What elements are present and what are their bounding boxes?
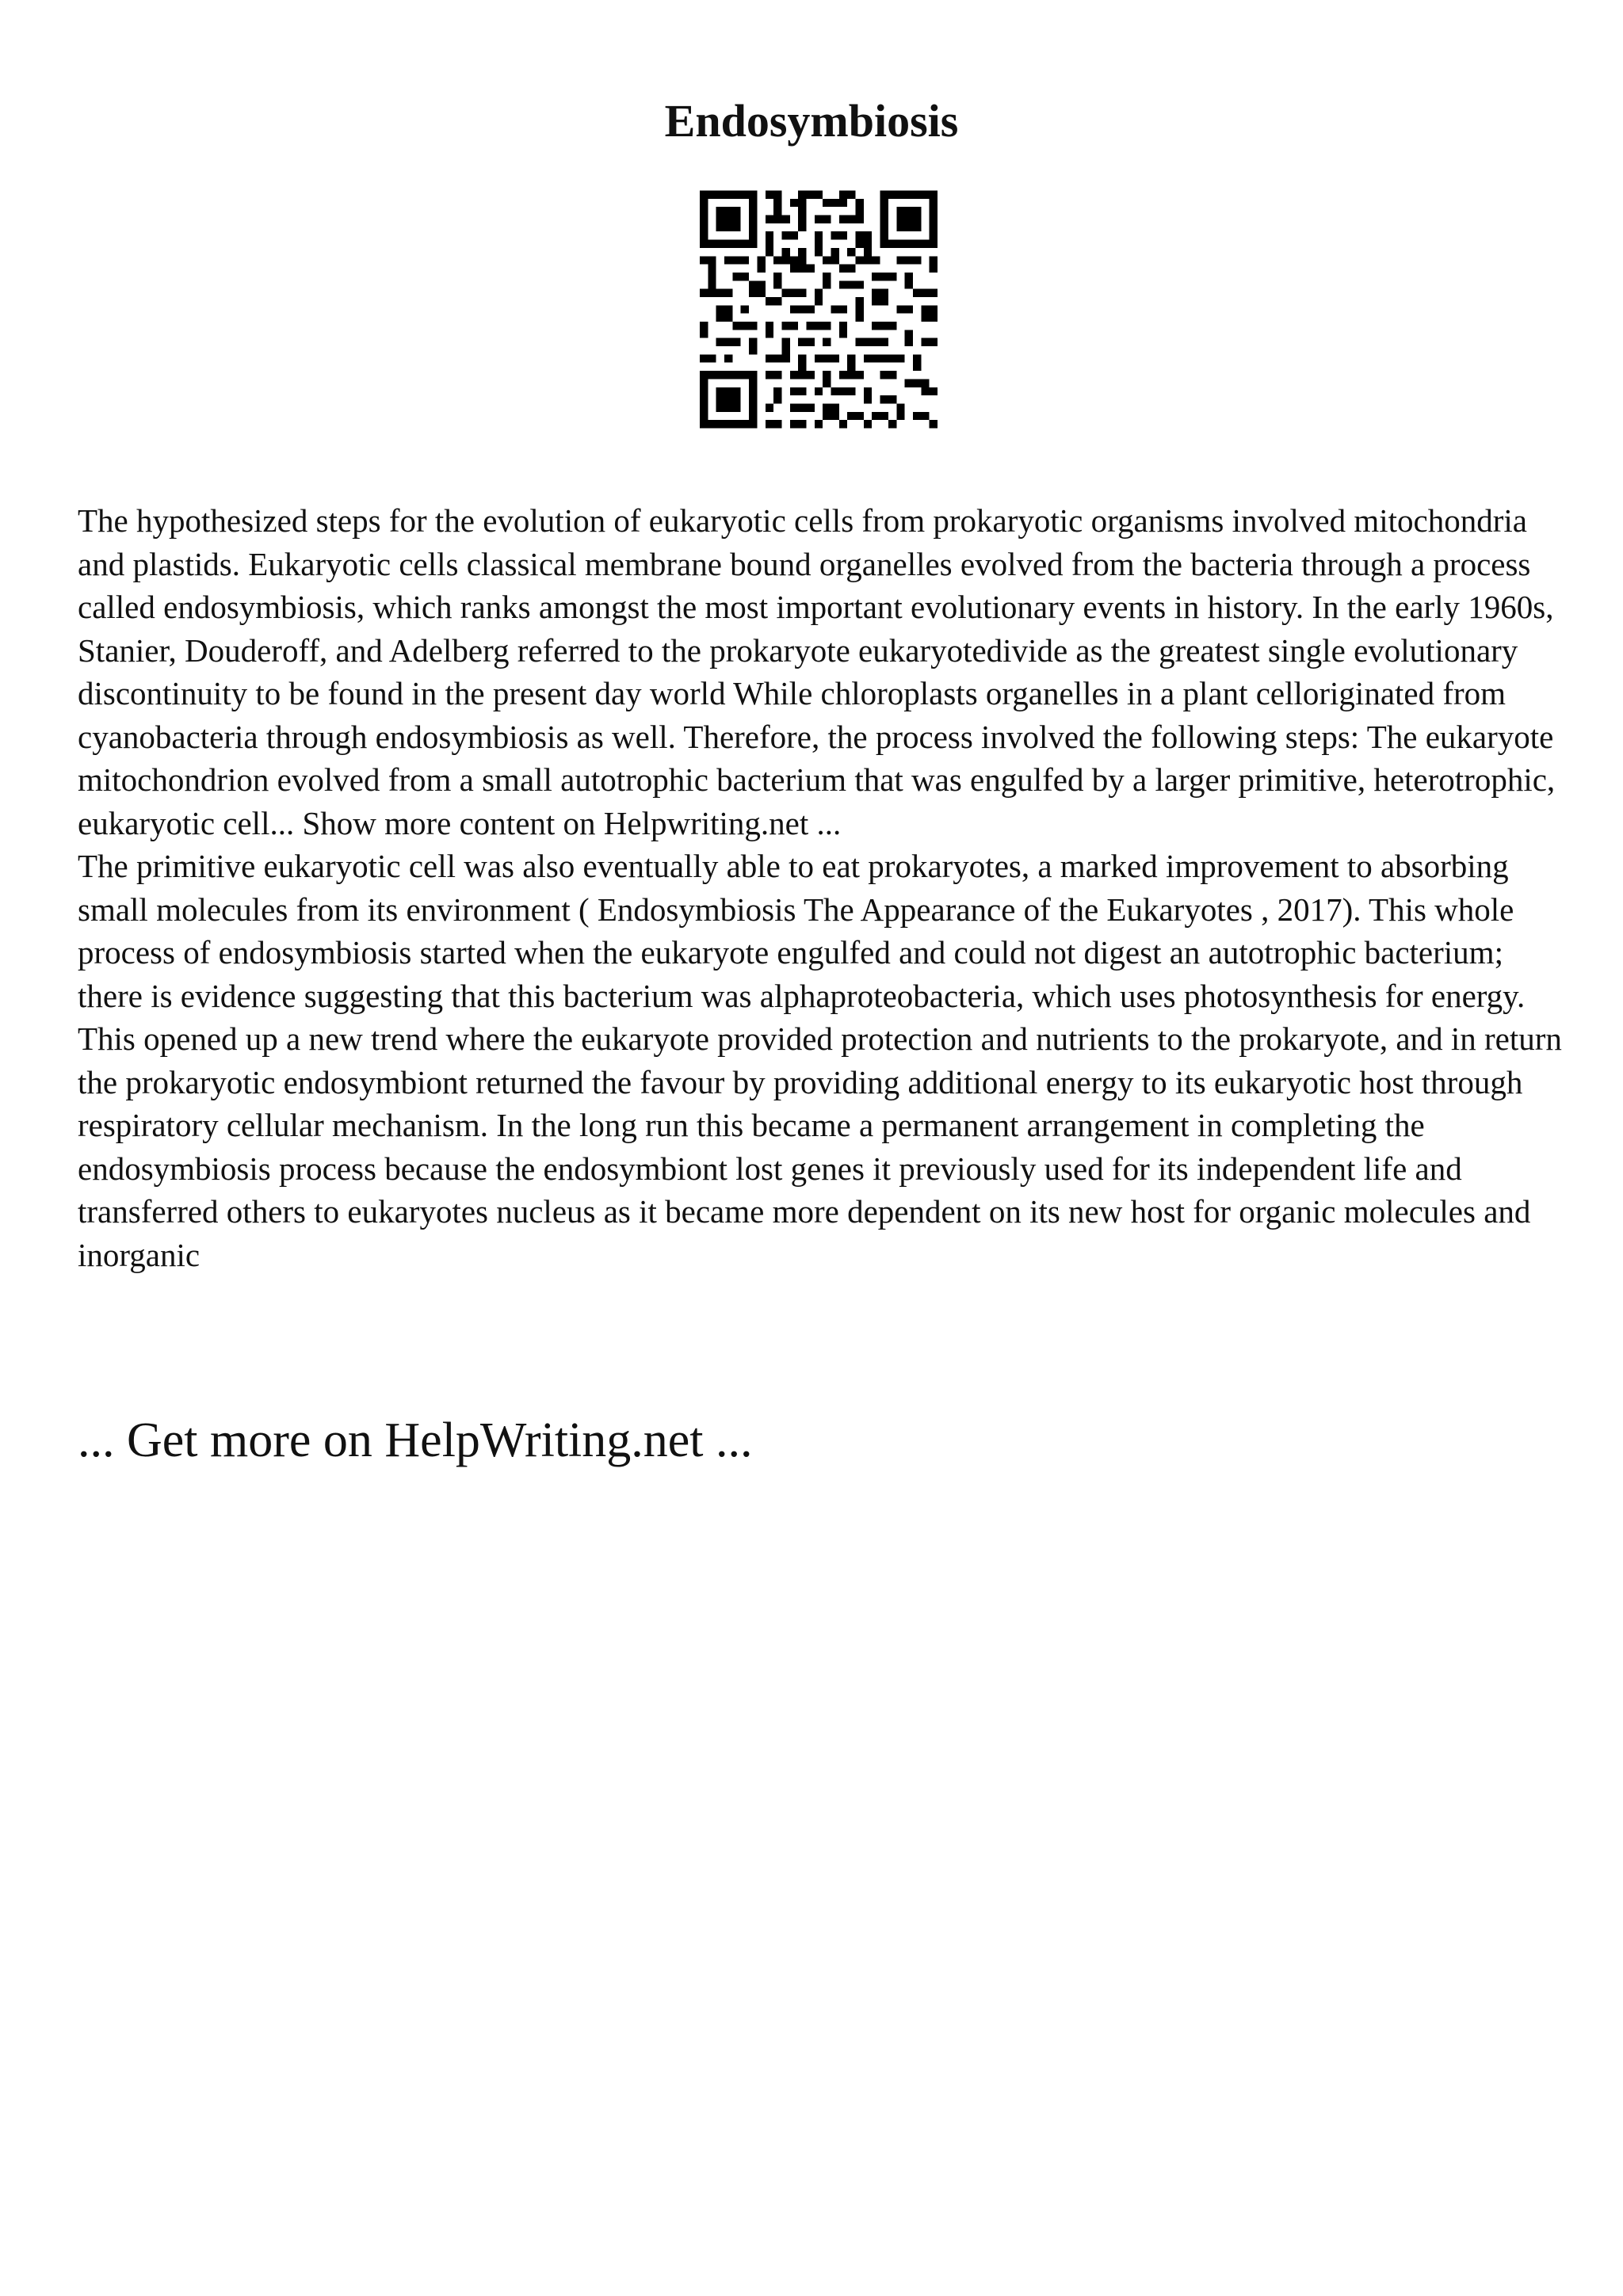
document-title: Endosymbiosis xyxy=(664,95,959,147)
qr-code-graphic xyxy=(700,189,938,430)
body-text xyxy=(78,499,1568,1276)
qr-code-icon xyxy=(700,189,938,430)
paragraph-1: The hypothesized steps for the evolution of eukaryotic cells from prokaryotic organisms involved mitochondria and plastids. Eukaryotic cells classical membrane bound organelles evolved from the bacteria through a process called endosymbiosis, which ranks amongst the most important evolutionary events in history. In the early 1960s, Stanier, Douderoff, and Adelberg referred to the prokaryote eukaryotedivide as the greatest single evolutionary discontinuity to be found in the present day world While chloroplasts organelles in a plant celloriginated from cyanobacteria through endosymbiosis as well. Therefore, the process involved the following steps: The eukaryote mitochondrion evolved from a small autotrophic bacterium that was engulfed by a larger primitive, heterotrophic, eukaryotic cell... Show more content on Helpwriting.net ... xyxy=(78,502,1556,841)
get-more-link[interactable]: ... Get more on HelpWriting.net ... xyxy=(78,1413,753,1467)
paragraph-2: The primitive eukaryotic cell was also eventually able to eat prokaryotes, a marked improvement to absorbing small molecules from its environment ( Endosymbiosis The Appearance of the Eukaryotes , 2017). This whole process of endosymbiosis started when the eukaryote engulfed and could not digest an autotrophic bacterium; there is evidence suggesting that this bacterium was alphaproteobacteria, which uses photosynthesis for energy. This opened up a new trend where the eukaryote provided protection and nutrients to the prokaryote, and in return the prokaryotic endosymbiont returned the favour by providing additional energy to its eukaryotic host through respiratory cellular mechanism. In the long run this became a permanent arrangement in completing the endosymbiosis process because the endosymbiont lost genes it previously used for its independent life and transferred others to eukaryotes nucleus as it became more dependent on its new host for organic molecules and inorganic xyxy=(78,848,1562,1273)
